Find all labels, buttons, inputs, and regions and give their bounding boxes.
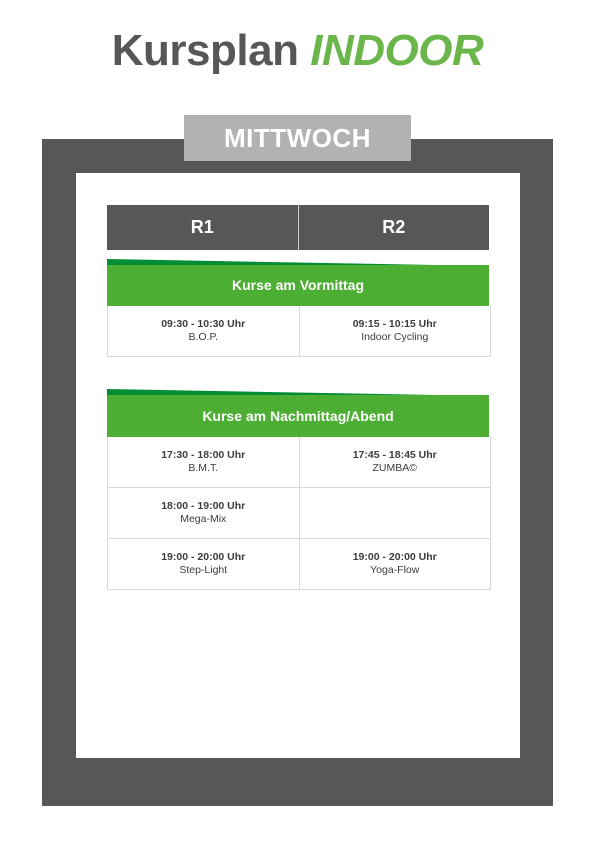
course-cell [299,539,491,589]
course-time: 09:15 - 10:15 Uhr [352,318,437,330]
section-title: Kurse am Nachmittag/Abend [107,395,489,437]
day-tab: MITTWOCH [184,115,411,161]
course-name: ZUMBA© [372,462,417,474]
course-name: B.O.P. [188,331,219,343]
course-name: Mega-Mix [180,513,227,525]
section-title: Kurse am Vormittag [107,265,489,306]
course-name: B.M.T. [188,462,219,474]
room-header [107,205,489,250]
course-time: 19:00 - 20:00 Uhr [161,551,246,563]
course-cell [108,306,299,356]
afternoon-grid [107,437,491,590]
room-r2: R2 [298,205,490,250]
course-time: 17:45 - 18:45 Uhr [352,449,437,461]
course-cell [108,437,299,487]
table-row [108,488,490,539]
room-r1: R1 [190,217,214,237]
page-title [0,26,595,76]
course-time: 19:00 - 20:00 Uhr [352,551,437,563]
course-time: 17:30 - 18:00 Uhr [161,449,246,461]
table-row [108,539,490,590]
table-row [108,306,490,357]
course-cell-empty [299,488,491,538]
table-row [108,437,490,488]
course-name: Indoor Cycling [361,331,429,343]
course-cell [299,437,491,487]
course-cell [299,306,491,356]
course-time: 18:00 - 19:00 Uhr [161,500,246,512]
title-accent: INDOOR [310,26,484,75]
course-name: Yoga-Flow [370,564,420,576]
title-main: Kursplan [111,26,299,75]
course-name: Step-Light [179,564,228,576]
morning-grid [107,306,491,357]
course-time: 09:30 - 10:30 Uhr [161,318,246,330]
course-cell [108,488,299,538]
course-cell [108,539,299,589]
